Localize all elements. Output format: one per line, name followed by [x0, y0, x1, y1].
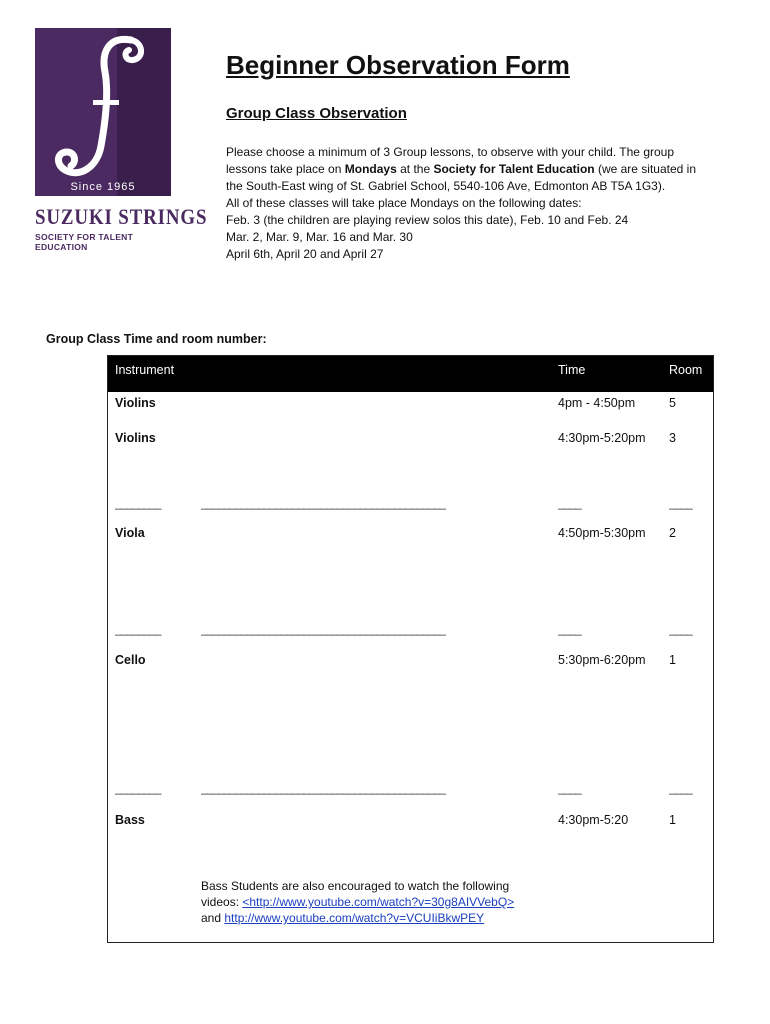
bold-society: Society for Talent Education [433, 162, 595, 176]
bass-note [201, 878, 601, 926]
section-subtitle: Group Class Observation [226, 105, 407, 122]
bold-mondays: Mondays [344, 162, 397, 176]
separator: ____ [669, 781, 692, 795]
separator: ____ [669, 622, 692, 636]
row-time: 4pm - 4:50pm [558, 396, 636, 410]
row-instrument: Violins [115, 431, 156, 445]
header-instrument: Instrument [115, 363, 175, 377]
schedule-heading: Group Class Time and room number: [46, 332, 267, 346]
intro-line: Mar. 2, Mar. 9, Mar. 16 and Mar. 30 [226, 230, 413, 244]
youtube-link-2[interactable]: http://www.youtube.com/watch?v=VCUIiBkwPEY [224, 911, 485, 925]
row-room: 1 [669, 653, 676, 667]
youtube-link-1[interactable]: <http://www.youtube.com/watch?v=30g8AIVVebQ> [242, 895, 515, 909]
separator: ________ [115, 781, 161, 795]
header-time: Time [558, 363, 586, 377]
intro-paragraph [226, 144, 721, 263]
schedule-table [107, 355, 714, 943]
row-instrument: Bass [115, 813, 145, 827]
row-room: 1 [669, 813, 676, 827]
logo-tagline: SOCIETY FOR TALENT EDUCATION [35, 232, 134, 252]
intro-line: lessons take place on Mondays at the Society for Talent Education (we are situated in [226, 162, 696, 176]
intro-line: April 6th, April 20 and April 27 [226, 247, 384, 261]
separator: ___________________________________________ [201, 781, 445, 795]
row-time: 4:30pm-5:20 [558, 813, 629, 827]
row-time: 5:30pm-6:20pm [558, 653, 646, 667]
row-room: 3 [669, 431, 676, 445]
note-line: Bass Students are also encouraged to watch the following [201, 879, 510, 893]
row-room: 2 [669, 526, 676, 540]
row-instrument: Cello [115, 653, 146, 667]
row-time: 4:50pm-5:30pm [558, 526, 646, 540]
note-line: and http://www.youtube.com/watch?v=VCUIiBkwPEY [201, 911, 485, 925]
intro-line: Please choose a minimum of 3 Group lessons, to observe with your child. The group [226, 145, 675, 159]
separator: ________ [115, 496, 161, 510]
f-hole-emblem [35, 28, 171, 196]
row-instrument: Violins [115, 396, 156, 410]
separator: ___________________________________________ [201, 622, 445, 636]
logo-brand: SUZUKI STRINGS [35, 204, 208, 229]
row-time: 4:30pm-5:20pm [558, 431, 646, 445]
intro-line: the South-East wing of St. Gabriel School, 5540-106 Ave, Edmonton AB T5A 1G3). [226, 179, 666, 193]
row-instrument: Viola [115, 526, 145, 540]
suzuki-strings-logo [35, 28, 208, 252]
page-title: Beginner Observation Form [226, 50, 570, 80]
separator: ____ [558, 622, 581, 636]
separator: ____ [669, 496, 692, 510]
intro-line: Feb. 3 (the children are playing review solos this date), Feb. 10 and Feb. 24 [226, 213, 629, 227]
header-room: Room [669, 363, 703, 377]
intro-line: All of these classes will take place Mondays on the following dates: [226, 196, 582, 210]
separator: ________ [115, 622, 161, 636]
separator: ___________________________________________ [201, 496, 445, 510]
table-header [108, 356, 713, 392]
note-line: videos: <http://www.youtube.com/watch?v=30g8AIVVebQ> [201, 895, 515, 909]
separator: ____ [558, 781, 581, 795]
separator: ____ [558, 496, 581, 510]
logo-graphic [35, 28, 171, 196]
row-room: 5 [669, 396, 676, 410]
logo-since: Since 1965 [70, 181, 136, 193]
